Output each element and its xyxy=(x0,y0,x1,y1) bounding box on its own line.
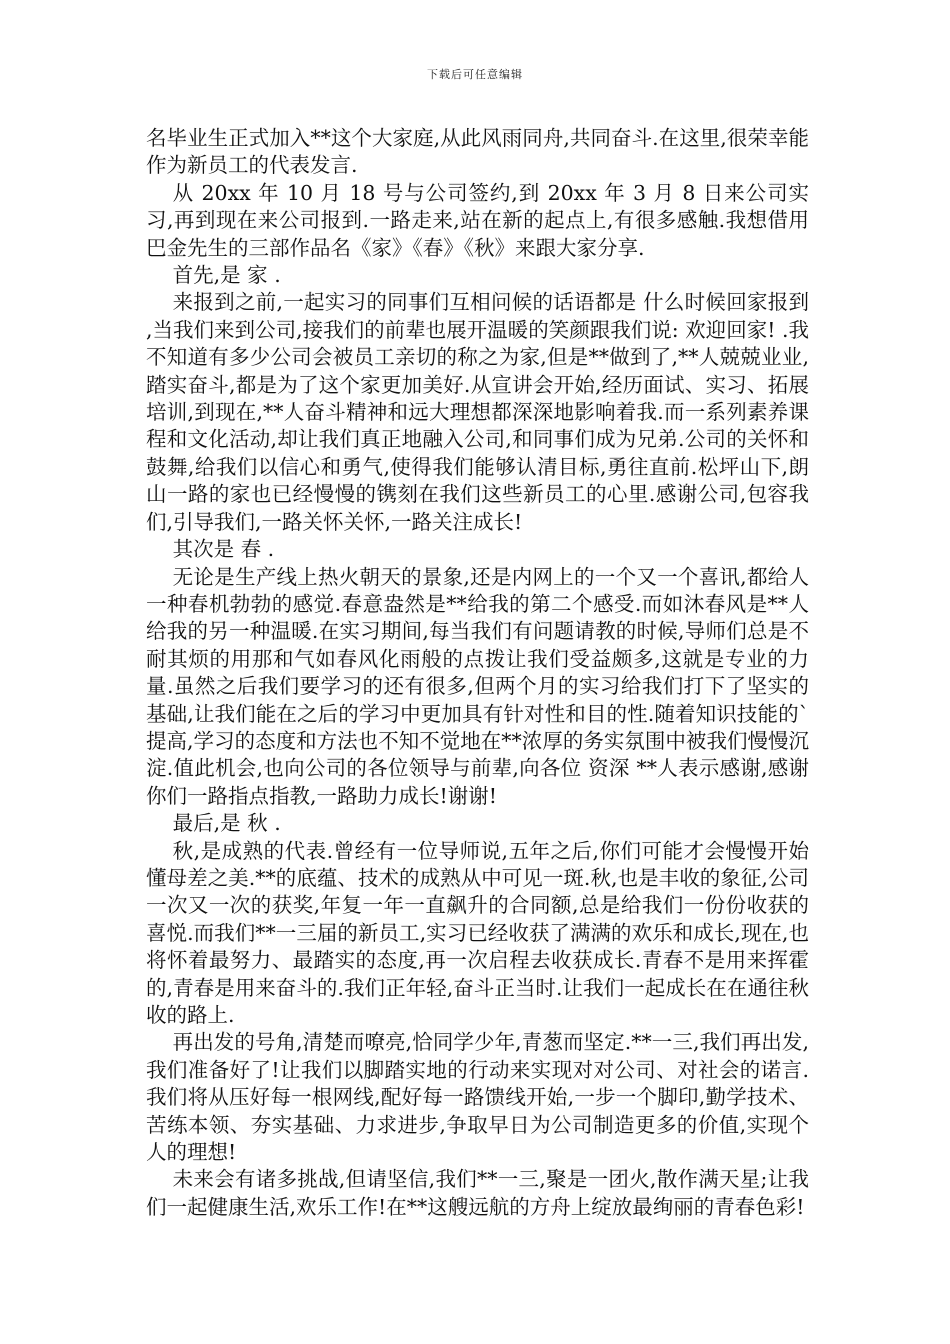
paragraph: 再出发的号角,清楚而嘹亮,恰同学少年,青葱而坚定.**一三,我们再出发,我们准备好了!让我们以脚踏实地的行动来实现对对公司、对社会的诺言.我们将从压好每一根网线,配好每一路馈线开始,一步一个脚印,勤学技术、苦练本领、夯实基础、力求进步,争取早日为公司制造更多的价值,实现个人的理想! xyxy=(146,1030,809,1165)
paragraph: 从 20xx 年 10 月 18 号与公司签约,到 20xx 年 3 月 8 日来公司实习,再到现在来公司报到.一路走来,站在新的起点上,有很多感触.我想借用巴金先生的三部作品名《家》《春》《秋》来跟大家分享. xyxy=(146,180,809,260)
paragraph: 秋,是成熟的代表.曾经有一位导师说,五年之后,你们可能才会慢慢开始懂母差之美.**的底蕴、技术的成熟从中可见一斑.秋,也是丰收的象征,公司一次又一次的获奖,年复一年一直飙升的合同额,总是给我们一份份收获的喜悦.而我们**一三届的新员工,实习已经收获了满满的欢乐和成长,现在,也将怀着最努力、最踏实的态度,再一次启程去收获成长.青春不是用来挥霍的,青春是用来奋斗的.我们正年轻,奋斗正当时.让我们一起成长在在通往秋收的路上. xyxy=(146,838,809,1027)
paragraph: 无论是生产线上热火朝天的景象,还是内网上的一个又一个喜讯,都给人一种春机勃勃的感觉.春意盎然是**给我的第二个感受.而如沐春风是**人给我的另一种温暖.在实习期间,每当我们有问题请教的时候,导师们总是不耐其烦的用那和气如春风化雨般的点拨让我们受益颇多,这就是专业的力量.虽然之后我们要学习的还有很多,但两个月的实习给我们打下了坚实的基础,让我们能在之后的学习中更加具有针对性和目的性.随着知识技能的`提高,学习的态度和方法也不知不觉地在**浓厚的务实氛围中被我们慢慢沉淀.值此机会,也向公司的各位领导与前辈,向各位 资深 **人表示感谢,感谢你们一路指点指教,一路助力成长!谢谢! xyxy=(146,564,809,808)
paragraph: 未来会有诸多挑战,但请坚信,我们**一三,聚是一团火,散作满天星;让我们一起健康生活,欢乐工作!在**这艘远航的方舟上绽放最绚丽的青春色彩! xyxy=(146,1167,809,1219)
section-heading-home: 首先,是 家 . xyxy=(172,263,281,288)
section-heading-autumn: 最后,是 秋 . xyxy=(172,811,281,836)
document-body xyxy=(146,125,809,1221)
paragraph: 名毕业生正式加入**这个大家庭,从此风雨同舟,共同奋斗.在这里,很荣幸能作为新员工的代表发言. xyxy=(146,126,809,178)
section-heading-spring: 其次是 春 . xyxy=(172,537,275,562)
page-header: 下载后可任意编辑 xyxy=(427,68,523,81)
paragraph: 来报到之前,一起实习的同事们互相问候的话语都是 什么时候回家报到 ,当我们来到公司,接我们的前辈也展开温暖的笑颜跟我们说: 欢迎回家! .我不知道有多少公司会被员工亲切的称之为家,但是**做到了,**人兢兢业业,踏实奋斗,都是为了这个家更加美好.从宣讲会开始,经历面试、实习、拓展培训,到现在,**人奋斗精神和远大理想都深深地影响着我.而一系列素养课程和文化活动,却让我们真正地融入公司,和同事们成为兄弟.公司的关怀和鼓舞,给我们以信心和勇气,使得我们能够认清目标,勇往直前.松坪山下,朗山一路的家也已经慢慢的镌刻在我们这些新员工的心里.感谢公司,包容我们,引导我们,一路关怀关怀,一路关注成长! xyxy=(146,290,809,534)
